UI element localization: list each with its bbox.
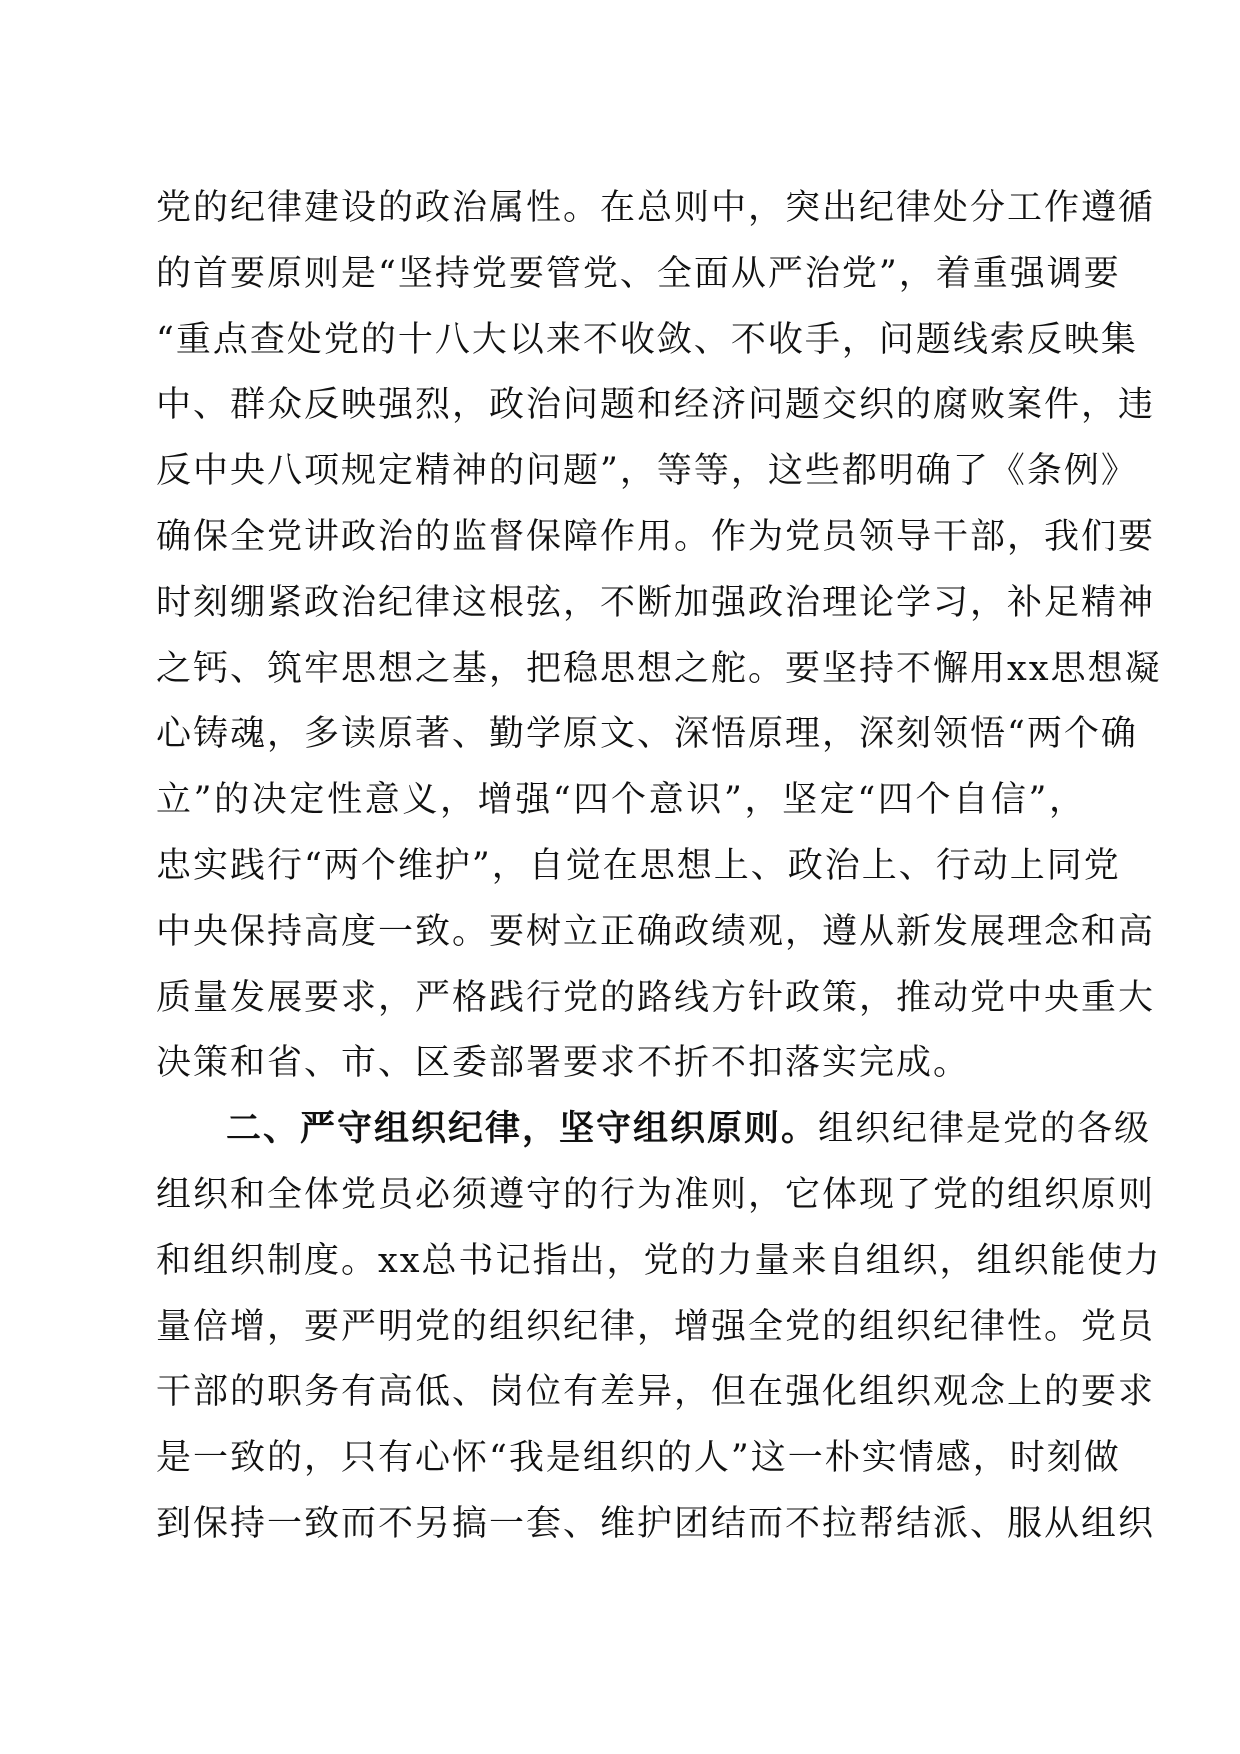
text-line: 到保持一致而不另搞一套、维护团结而不拉帮结派、服从组织 bbox=[156, 1503, 1156, 1544]
text-line: 时刻绷紧政治纪律这根弦，不断加强政治理论学习，补足精神 bbox=[156, 582, 1156, 623]
text-line: 组织和全体党员必须遵守的行为准则，它体现了党的组织原则 bbox=[156, 1174, 1156, 1215]
text-line: 质量发展要求，严格践行党的路线方针政策，推动党中央重大 bbox=[156, 977, 1156, 1018]
text-line: 确保全党讲政治的监督保障作用。作为党员领导干部，我们要 bbox=[156, 516, 1156, 557]
text-line: 中、群众反映强烈，政治问题和经济问题交织的腐败案件，违 bbox=[156, 385, 1156, 426]
text-line: 和组织制度。xx总书记指出，党的力量来自组织，组织能使力 bbox=[156, 1240, 1162, 1281]
section-first-line-text: 组织纪律是党的各级 bbox=[818, 1109, 1152, 1150]
text-line: 中央保持高度一致。要树立正确政绩观，遵从新发展理念和高 bbox=[156, 911, 1156, 952]
text-line: 党的纪律建设的政治属性。在总则中，突出纪律处分工作遵循 bbox=[156, 188, 1156, 228]
text-line: 的首要原则是“坚持党要管党、全面从严治党”，着重强调要 bbox=[156, 253, 1121, 294]
section-heading-line bbox=[156, 1109, 1152, 1175]
text-line: 量倍增，要严明党的组织纪律，增强全党的组织纪律性。党员 bbox=[156, 1306, 1156, 1347]
text-line: 立”的决定性意义，增强“四个意识”，坚定“四个自信”， bbox=[156, 780, 1086, 821]
text-line: 干部的职务有高低、岗位有差异，但在强化组织观念上的要求 bbox=[156, 1372, 1156, 1413]
text-line: 忠实践行“两个维护”，自觉在思想上、政治上、行动上同党 bbox=[156, 845, 1121, 886]
text-line: 之钙、筑牢思想之基，把稳思想之舵。要坚持不懈用xx思想凝 bbox=[156, 648, 1162, 689]
body-text bbox=[156, 188, 1162, 1570]
text-line: “重点查处党的十八大以来不收敛、不收手，问题线索反映集 bbox=[156, 319, 1138, 360]
section-heading: 二、严守组织纪律，坚守组织原则。 bbox=[226, 1109, 819, 1150]
text-line: 是一致的，只有心怀“我是组织的人”这一朴实情感，时刻做 bbox=[156, 1438, 1121, 1479]
text-line: 心铸魂，多读原著、勤学原文、深悟原理，深刻领悟“两个确 bbox=[156, 714, 1138, 755]
text-line: 决策和省、市、区委部署要求不折不扣落实完成。 bbox=[156, 1043, 971, 1084]
text-line: 反中央八项规定精神的问题”，等等，这些都明确了《条例》 bbox=[156, 451, 1138, 492]
